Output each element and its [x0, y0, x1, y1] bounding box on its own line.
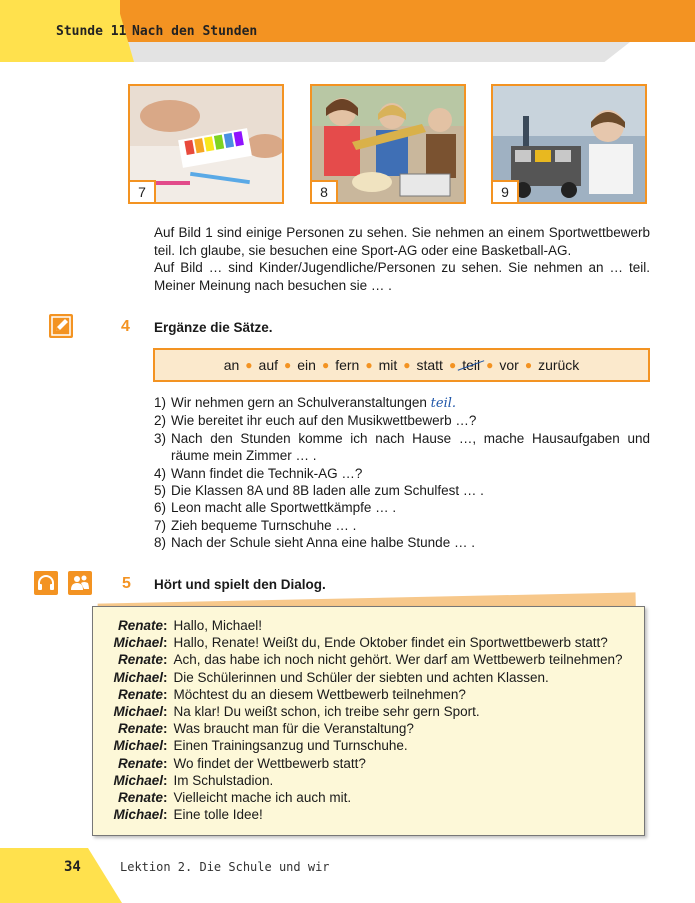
- headphones-icon: [34, 571, 58, 595]
- sentence-text: Nach der Schule sieht Anna eine halbe Stunde … .: [171, 535, 475, 551]
- dialog-speaker: Michael: [113, 772, 163, 788]
- chapter-title: Lektion 2. Die Schule und wir: [120, 860, 330, 874]
- dialog-line: [93, 686, 644, 703]
- sentence-item: 7) Zieh bequeme Turnschuhe … .: [154, 517, 650, 534]
- sentence-text: Nach den Stunden komme ich nach Hause …, mache Hausaufgaben und räume mein Zimmer … .: [171, 430, 650, 464]
- dialog-speaker: Renate: [117, 755, 163, 771]
- dialog-speaker: Renate: [117, 686, 163, 702]
- exercise-5-number: 5: [122, 575, 131, 592]
- dialog-speaker: Renate: [117, 652, 163, 668]
- dialog-colon: :: [163, 618, 168, 633]
- sentence-item: 6) Leon macht alle Sportwettkämpfe … .: [154, 499, 650, 516]
- dialog-speaker: Michael: [113, 704, 163, 720]
- sentence-item: 5) Die Klassen 8A und 8B laden alle zum Schulfest … .: [154, 482, 650, 499]
- word-auf: auf: [258, 357, 278, 373]
- sentence-item: 8) Nach der Schule sieht Anna eine halbe Stunde … .: [154, 534, 650, 551]
- sentence-text: Zieh bequeme Turnschuhe … .: [171, 517, 357, 533]
- dialog-colon: :: [163, 772, 168, 788]
- dialog-text: Einen Trainingsanzug und Turnschuhe.: [173, 738, 408, 754]
- dialog-line: [93, 789, 644, 806]
- dialog-colon: :: [163, 704, 168, 720]
- photo-number: 7: [130, 180, 156, 202]
- footer-tab: [0, 848, 122, 903]
- sentence-item: 4) Wann findet die Technik-AG …?: [154, 465, 650, 482]
- bullet-dot: ●: [365, 358, 373, 372]
- sentence-text: Wann findet die Technik-AG …?: [171, 465, 363, 481]
- bullet-dot: ●: [321, 358, 330, 372]
- dialog-colon: :: [163, 738, 168, 754]
- dialog-text: Die Schülerinnen und Schüler der siebten und achten Klassen.: [173, 669, 549, 685]
- dialog-line: [93, 669, 644, 686]
- dialog-text: Vielleicht mache ich auch mit.: [173, 790, 352, 806]
- word-an: an: [223, 357, 240, 373]
- dialog-text: Möchtest du an diesem Wettbewerb teilnehmen?: [173, 686, 466, 702]
- exercise-4-number: 4: [121, 318, 130, 335]
- dialog-lines: [93, 617, 644, 823]
- lesson-label: Stunde 11: [56, 24, 127, 39]
- bullet-dot: ●: [245, 358, 253, 372]
- topic-title: Nach den Stunden: [132, 24, 258, 39]
- dialog-line: [93, 651, 644, 668]
- bullet-dot: ●: [486, 358, 494, 372]
- example-sentence-1: Auf Bild 1 sind einige Personen zu sehen. Sie nehmen an einem Sportwettbewerb teil. Ich glaube, sie besuchen eine Sport-AG oder eine Basketball-AG.: [154, 225, 650, 258]
- dialog-card: [92, 606, 645, 836]
- bullet-dot: ●: [448, 358, 457, 372]
- dialog-speaker: Michael: [113, 807, 163, 823]
- dialog-text: Eine tolle Idee!: [173, 807, 263, 823]
- photo-robotics: [491, 84, 647, 204]
- sentence-item: 1) Wir nehmen gern an Schulveranstaltungen teil.: [154, 395, 457, 411]
- dialog-speaker: Renate: [117, 618, 163, 633]
- word-vor: vor: [499, 357, 519, 373]
- photo-painting: [128, 84, 284, 204]
- dialog-colon: :: [163, 669, 168, 685]
- exercise-4-title: Ergänze die Sätze.: [154, 320, 273, 335]
- header-grey-strip: [120, 42, 630, 62]
- dialog-line: [93, 617, 644, 634]
- bullet-dot: ●: [403, 358, 411, 372]
- dialog-colon: :: [163, 807, 168, 823]
- pencil-icon: [49, 314, 73, 338]
- word-fern: fern: [335, 357, 360, 373]
- dialog-colon: :: [163, 652, 168, 668]
- dialog-speaker: Michael: [113, 738, 163, 754]
- dialog-line: [93, 755, 644, 772]
- photo-number: 9: [493, 180, 519, 202]
- word-teil-struck: teil: [459, 357, 483, 373]
- dialog-colon: :: [163, 635, 168, 651]
- dialog-colon: :: [163, 755, 168, 771]
- word-mit: mit: [378, 357, 398, 373]
- dialog-colon: :: [163, 686, 168, 702]
- bullet-dot: ●: [524, 358, 533, 372]
- dialog-text: Wo findet der Wettbewerb statt?: [173, 755, 366, 771]
- sentence-text: Wie bereitet ihr euch auf den Musikwettbewerb …?: [171, 413, 477, 429]
- dialog-line: [93, 737, 644, 754]
- dialog-text: Ach, das habe ich noch nicht gehört. Wer darf am Wettbewerb teilnehmen?: [173, 652, 623, 668]
- sentence-text: Wir nehmen gern an Schulveranstaltungen: [171, 395, 427, 410]
- word-ein: ein: [297, 357, 316, 373]
- dialog-text: Hallo, Renate! Weißt du, Ende Oktober findet ein Sportwettbewerb statt?: [173, 635, 608, 651]
- dialog-line: [93, 720, 644, 737]
- dialog-text: Was braucht man für die Veranstaltung?: [173, 721, 414, 737]
- page-number: 34: [64, 859, 81, 875]
- sentence-text: Leon macht alle Sportwettkämpfe … .: [171, 500, 397, 516]
- dialog-line: [93, 772, 644, 789]
- dialog-colon: :: [163, 790, 168, 806]
- sentence-item: 2) Wie bereitet ihr euch auf den Musikwettbewerb …?: [154, 412, 650, 429]
- dialog-speaker: Michael: [113, 669, 163, 685]
- photo-orchestra: [310, 84, 466, 204]
- word-zurueck: zurück: [538, 357, 580, 373]
- example-paragraph: [154, 224, 650, 294]
- sentence-text: Die Klassen 8A und 8B laden alle zum Schulfest … .: [171, 483, 484, 499]
- dialog-speaker: Michael: [113, 635, 163, 651]
- handwritten-answer: teil.: [430, 396, 457, 411]
- dialog-text: Im Schulstadion.: [173, 772, 274, 788]
- example-sentence-2: Auf Bild … sind Kinder/Jugendliche/Personen zu sehen. Sie nehmen an … teil. Meiner Meinung nach besuchen sie … .: [154, 260, 650, 293]
- exercise-5-title: Hört und spielt den Dialog.: [154, 577, 326, 592]
- dialog-text: Na klar! Du weißt schon, ich treibe sehr gern Sport.: [173, 704, 480, 720]
- sentence-list: [154, 394, 650, 552]
- dialog-text: Hallo, Michael!: [173, 618, 263, 633]
- word-statt: statt: [416, 357, 443, 373]
- dialog-line: [93, 703, 644, 720]
- dialog-speaker: Renate: [117, 790, 163, 806]
- dialog-speaker: Renate: [117, 721, 163, 737]
- pair-work-icon: [68, 571, 92, 595]
- dialog-line: [93, 634, 644, 651]
- word-bank: [153, 348, 650, 382]
- photo-number: 8: [312, 180, 338, 202]
- dialog-colon: :: [163, 721, 168, 737]
- sentence-item: 3) Nach den Stunden komme ich nach Hause …, mache Hausaufgaben und räume mein Zimmer … .: [154, 430, 650, 464]
- dialog-line: [93, 806, 644, 823]
- bullet-dot: ●: [284, 358, 292, 372]
